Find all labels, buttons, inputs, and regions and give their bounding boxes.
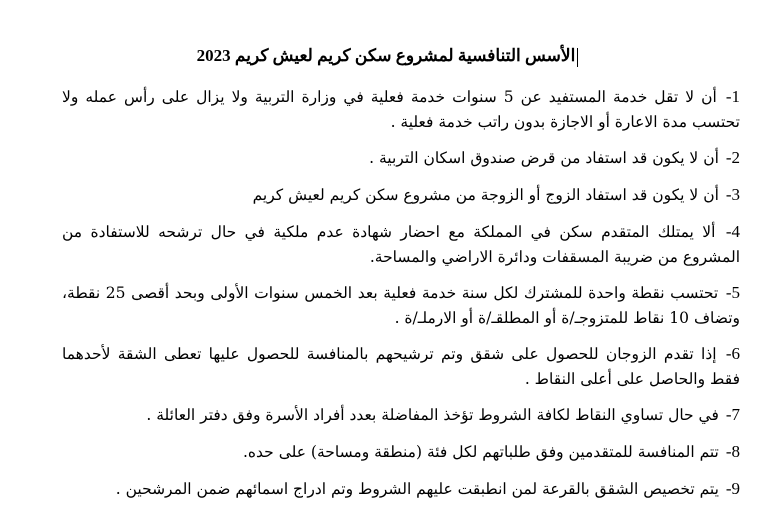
list-item <box>62 219 740 270</box>
item-text: أن لا يكون قد استفاد الزوج أو الزوجة من مشروع سكن كريم لعيش كريم <box>252 186 719 204</box>
item-text: أن لا يكون قد استفاد من قرض صندوق اسكان التربية . <box>369 149 719 167</box>
item-text: ألا يمتلك المتقدم سكن في المملكة مع احضار شهادة عدم ملكية في حال ترشحه للاستفادة من المشروع من ضريبة المسقفات ودائرة الاراضي والمساحة. <box>62 223 740 266</box>
item-number: 3- <box>725 185 740 204</box>
item-text: تتم المنافسة للمتقدمين وفق طلباتهم لكل فئة (منطقة ومساحة) على حده. <box>243 443 719 461</box>
list-item <box>62 341 740 392</box>
item-text: في حال تساوي النقاط لكافة الشروط تؤخذ المفاضلة بعدد أفراد الأسرة وفق دفتر العائلة . <box>146 406 719 424</box>
item-text: أن لا تقل خدمة المستفيد عن 5 سنوات خدمة فعلية في وزارة التربية ولا يزال على رأس عمله ولا تحتسب مدة الاعارة أو الاجازة بدون راتب خدمة فعلية . <box>62 88 740 131</box>
document-title-text: الأسس التنافسية لمشروع سكن كريم لعيش كريم 2023 <box>196 46 576 65</box>
list-item <box>62 84 740 135</box>
item-number: 1- <box>725 87 740 106</box>
list-item <box>62 476 740 502</box>
list-item <box>62 182 740 208</box>
item-number: 5- <box>725 283 741 302</box>
item-number: 2- <box>725 148 740 167</box>
item-text: تحتسب نقطة واحدة للمشترك لكل سنة خدمة فعلية بعد الخمس سنوات الأولى وبحد أقصى 25 نقطة، وتضاف 10 نقاط للمتزوجـ/ة أو المطلقـ/ة أو الارملـ/ة . <box>62 284 740 327</box>
item-number: 6- <box>725 344 740 363</box>
list-item <box>62 280 740 331</box>
item-number: 9- <box>725 479 740 498</box>
criteria-list <box>62 84 740 513</box>
item-text: إذا تقدم الزوجان للحصول على شقق وتم ترشيحهم بالمنافسة للحصول عليها تعطى الشقة لأحدهما فقط والحاصل على أعلى النقاط . <box>62 345 740 388</box>
list-item <box>62 145 740 171</box>
item-number: 8- <box>725 442 740 461</box>
list-item <box>62 439 740 465</box>
item-number: 4- <box>725 222 740 241</box>
item-number: 7- <box>725 405 740 424</box>
text-cursor <box>577 48 578 67</box>
list-item <box>62 402 740 428</box>
document-title <box>0 44 775 68</box>
item-text: يتم تخصيص الشقق بالقرعة لمن انطبقت عليهم الشروط وتم ادراج اسمائهم ضمن المرشحين . <box>115 480 719 498</box>
